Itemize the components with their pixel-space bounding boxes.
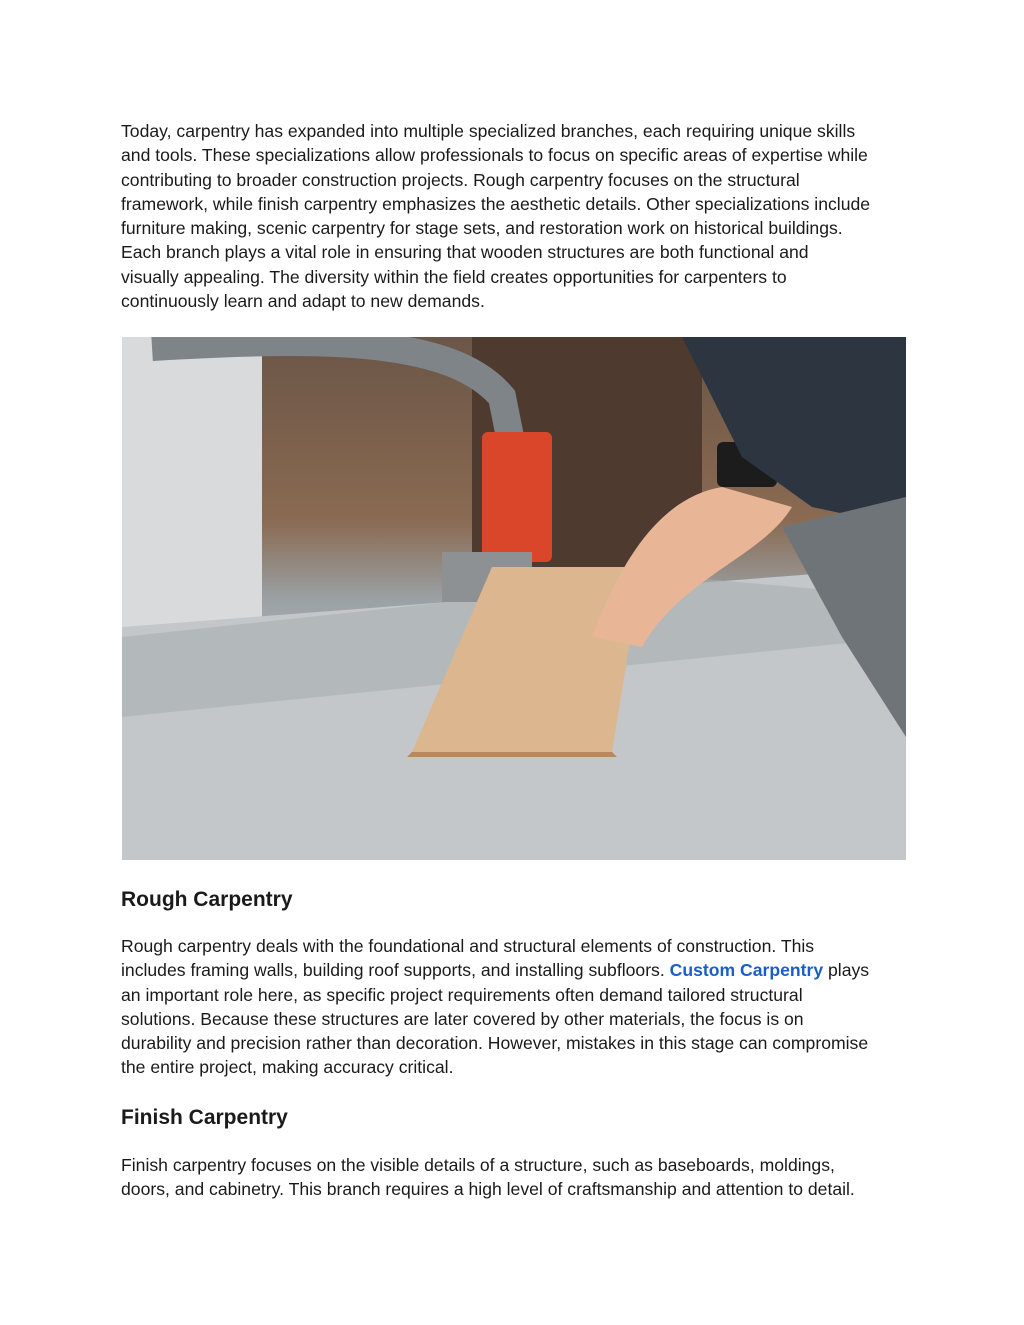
text-line: Each branch plays a vital role in ensuring that wooden structures are both functional and — [121, 242, 809, 263]
text-line: Finish carpentry focuses on the visible details of a structure, such as baseboards, moldings, — [121, 1155, 835, 1175]
heading-rough-carpentry: Rough Carpentry — [121, 888, 293, 911]
text-line: durability and precision rather than decoration. However, mistakes in this stage can compromise — [121, 1033, 869, 1054]
heading-finish-carpentry: Finish Carpentry — [121, 1106, 288, 1129]
finish-paragraph — [121, 1153, 855, 1202]
text-line: and tools. These specializations allow professionals to focus on specific areas of expertise while — [121, 145, 868, 166]
text-span: plays — [823, 960, 870, 981]
custom-carpentry-link[interactable]: Custom Carpentry — [669, 960, 824, 981]
text-line: Rough carpentry deals with the foundational and structural elements of construction. This — [121, 936, 815, 956]
carpentry-photo — [122, 337, 906, 860]
text-line: contributing to broader construction projects. Rough carpentry focuses on the structural — [121, 169, 800, 190]
table-saw-illustration — [122, 337, 906, 860]
text-line: an important role here, as specific project requirements often demand tailored structural — [121, 984, 803, 1005]
text-line: Today, carpentry has expanded into multiple specialized branches, each requiring unique skills — [121, 121, 856, 141]
text-line: the entire project, making accuracy critical. — [121, 1057, 454, 1078]
rough-paragraph — [121, 934, 869, 1080]
text-line: doors, and cabinetry. This branch requires a high level of craftsmanship and attention to detail. — [121, 1179, 855, 1200]
text-line — [121, 958, 869, 982]
text-line: furniture making, scenic carpentry for stage sets, and restoration work on historical buildings. — [121, 218, 843, 239]
text-line: continuously learn and adapt to new demands. — [121, 291, 485, 312]
text-span: includes framing walls, building roof supports, and installing subfloors. — [121, 960, 670, 981]
text-line: solutions. Because these structures are later covered by other materials, the focus is on — [121, 1008, 804, 1029]
text-line: visually appealing. The diversity within the field creates opportunities for carpenters to — [121, 266, 787, 287]
intro-paragraph — [121, 119, 870, 313]
text-line: framework, while finish carpentry emphasizes the aesthetic details. Other specializations include — [121, 193, 871, 214]
